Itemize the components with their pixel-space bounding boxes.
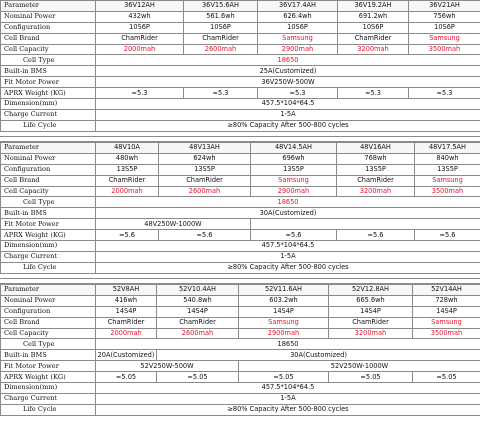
nominal-power-value: 691.2wh xyxy=(338,11,409,22)
nominal-power-value: 561.6wh xyxy=(184,11,258,22)
dimension-value: 457.5*104*64.5 xyxy=(96,241,480,252)
model-name: 48V14.5AH xyxy=(251,143,337,154)
label-cell-capacity: Cell Capacity xyxy=(1,186,96,197)
cell-brand-value: Samsung xyxy=(251,175,337,186)
label-cell-capacity: Cell Capacity xyxy=(1,328,96,339)
label-life-cycle: Life Cycle xyxy=(1,120,96,131)
label-charge-current: Charge Current xyxy=(1,251,96,262)
label-cell-brand: Cell Brand xyxy=(1,317,96,328)
cell-brand-value: Samsung xyxy=(413,317,480,328)
life-cycle-value: ≥80% Capacity After 500-800 cycles xyxy=(96,120,480,131)
row-dimension xyxy=(1,241,480,252)
label-cell-brand: Cell Brand xyxy=(1,175,96,186)
weight-value: ≈5.6 xyxy=(251,230,337,241)
label-cell-capacity: Cell Capacity xyxy=(1,44,96,55)
nominal-power-value: 626.4wh xyxy=(258,11,338,22)
row-bms xyxy=(1,208,480,219)
weight-value: ≈5.6 xyxy=(415,230,480,241)
weight-value: ≈5.6 xyxy=(159,230,251,241)
cell-brand-value: ChamRider xyxy=(338,33,409,44)
cell-capacity-value: 2900mah xyxy=(239,328,329,339)
bms-value: 25A(Customized) xyxy=(96,66,480,77)
cell-brand-value: ChamRider xyxy=(96,175,159,186)
nominal-power-value: 480wh xyxy=(96,153,159,164)
nominal-power-value: 840wh xyxy=(415,153,480,164)
nominal-power-value: 696wh xyxy=(251,153,337,164)
model-name: 52V8AH xyxy=(96,285,157,296)
motor-power-empty xyxy=(251,219,480,230)
dimension-value: 457.5*104*64.5 xyxy=(96,99,480,110)
row-cell-capacity xyxy=(1,186,480,197)
row-life-cycle xyxy=(1,262,480,273)
cell-capacity-value: 2900mah xyxy=(258,44,338,55)
row-configuration xyxy=(1,22,480,33)
configuration-value: 13S5P xyxy=(96,164,159,175)
row-nominal-power xyxy=(1,11,480,22)
label-dimension: Dimension(mm) xyxy=(1,383,96,394)
row-dimension xyxy=(1,383,480,394)
label-parameter: Parameter xyxy=(1,285,96,296)
row-charge-current xyxy=(1,109,480,120)
dimension-value: 457.5*104*64.5 xyxy=(96,383,480,394)
label-motor-power: Fit Motor Power xyxy=(1,219,96,230)
nominal-power-value: 768wh xyxy=(337,153,415,164)
configuration-value: 10S6P xyxy=(96,22,184,33)
row-bms xyxy=(1,66,480,77)
bms-value: 30A(Customized) xyxy=(157,350,480,361)
motor-power-value: 52V250W-500W xyxy=(96,361,239,372)
configuration-value: 14S4P xyxy=(157,306,239,317)
model-name: 52V11.6AH xyxy=(239,285,329,296)
row-configuration xyxy=(1,164,480,175)
model-name: 36V19.2AH xyxy=(338,1,409,12)
weight-value: ≈5.3 xyxy=(96,88,184,99)
label-nominal-power: Nominal Power xyxy=(1,11,96,22)
cell-brand-value: ChamRider xyxy=(329,317,413,328)
label-configuration: Configuration xyxy=(1,164,96,175)
row-motor-power xyxy=(1,77,480,88)
label-motor-power: Fit Motor Power xyxy=(1,77,96,88)
label-charge-current: Charge Current xyxy=(1,393,96,404)
row-parameter xyxy=(1,1,480,12)
model-name: 48V17.5AH xyxy=(415,143,480,154)
label-weight: APRX Weight (KG) xyxy=(1,88,96,99)
label-life-cycle: Life Cycle xyxy=(1,404,96,415)
configuration-value: 13S5P xyxy=(251,164,337,175)
weight-value: ≈5.3 xyxy=(409,88,480,99)
weight-value: ≈5.05 xyxy=(157,372,239,383)
cell-capacity-value: 2000mah xyxy=(96,44,184,55)
motor-power-value: 36V250W-500W xyxy=(96,77,480,88)
cell-capacity-value: 3500mah xyxy=(413,328,480,339)
configuration-value: 14S4P xyxy=(96,306,157,317)
row-cell-brand xyxy=(1,33,480,44)
nominal-power-value: 624wh xyxy=(159,153,251,164)
weight-value: ≈5.3 xyxy=(338,88,409,99)
label-bms: Built-in BMS xyxy=(1,208,96,219)
row-bms xyxy=(1,350,480,361)
row-motor-power xyxy=(1,219,480,230)
row-cell-brand xyxy=(1,317,480,328)
cell-type-value: 18650 xyxy=(96,339,480,350)
row-motor-power xyxy=(1,361,480,372)
weight-value: ≈5.05 xyxy=(413,372,480,383)
cell-brand-value: Samsung xyxy=(409,33,480,44)
row-dimension xyxy=(1,99,480,110)
cell-brand-value: ChamRider xyxy=(159,175,251,186)
row-weight xyxy=(1,88,480,99)
charge-current-value: 1-5A xyxy=(96,109,480,120)
label-parameter: Parameter xyxy=(1,1,96,12)
cell-brand-value: ChamRider xyxy=(337,175,415,186)
model-name: 52V12.8AH xyxy=(329,285,413,296)
nominal-power-value: 665.6wh xyxy=(329,295,413,306)
configuration-value: 10S6P xyxy=(338,22,409,33)
row-weight xyxy=(1,230,480,241)
cell-capacity-value: 2600mah xyxy=(184,44,258,55)
cell-capacity-value: 2600mah xyxy=(157,328,239,339)
bms-value: 20A(Customized) xyxy=(96,350,157,361)
nominal-power-value: 416wh xyxy=(96,295,157,306)
weight-value: ≈5.6 xyxy=(96,230,159,241)
spec-table-52v xyxy=(0,284,480,416)
model-name: 52V10.4AH xyxy=(157,285,239,296)
configuration-value: 14S4P xyxy=(239,306,329,317)
model-name: 48V16AH xyxy=(337,143,415,154)
configuration-value: 14S4P xyxy=(413,306,480,317)
weight-value: ≈5.3 xyxy=(184,88,258,99)
row-cell-type xyxy=(1,197,480,208)
cell-capacity-value: 2000mah xyxy=(96,186,159,197)
bms-value: 30A(Customized) xyxy=(96,208,480,219)
cell-capacity-value: 3200mah xyxy=(338,44,409,55)
label-bms: Built-in BMS xyxy=(1,350,96,361)
label-life-cycle: Life Cycle xyxy=(1,262,96,273)
weight-value: ≈5.05 xyxy=(96,372,157,383)
cell-type-value: 18650 xyxy=(96,55,480,66)
weight-value: ≈5.05 xyxy=(239,372,329,383)
model-name: 36V12AH xyxy=(96,1,184,12)
row-life-cycle xyxy=(1,404,480,415)
row-nominal-power xyxy=(1,295,480,306)
label-weight: APRX Weight (KG) xyxy=(1,230,96,241)
motor-power-value: 52V250W-1000W xyxy=(239,361,480,372)
row-charge-current xyxy=(1,251,480,262)
label-dimension: Dimension(mm) xyxy=(1,241,96,252)
row-charge-current xyxy=(1,393,480,404)
cell-brand-value: Samsung xyxy=(258,33,338,44)
model-name: 36V17.4AH xyxy=(258,1,338,12)
label-cell-brand: Cell Brand xyxy=(1,33,96,44)
label-cell-type: Cell Type xyxy=(1,339,96,350)
row-cell-capacity xyxy=(1,328,480,339)
nominal-power-value: 432wh xyxy=(96,11,184,22)
model-name: 36V21AH xyxy=(409,1,480,12)
row-life-cycle xyxy=(1,120,480,131)
label-configuration: Configuration xyxy=(1,306,96,317)
cell-brand-value: ChamRider xyxy=(184,33,258,44)
life-cycle-value: ≥80% Capacity After 500-800 cycles xyxy=(96,262,480,273)
label-motor-power: Fit Motor Power xyxy=(1,361,96,372)
model-name: 48V10A xyxy=(96,143,159,154)
label-nominal-power: Nominal Power xyxy=(1,295,96,306)
spec-table-36v xyxy=(0,0,480,132)
row-configuration xyxy=(1,306,480,317)
spec-table-48v xyxy=(0,142,480,274)
cell-capacity-value: 2000mah xyxy=(96,328,157,339)
row-nominal-power xyxy=(1,153,480,164)
weight-value: ≈5.05 xyxy=(329,372,413,383)
label-cell-type: Cell Type xyxy=(1,197,96,208)
cell-type-value: 18650 xyxy=(96,197,480,208)
cell-brand-value: ChamRider xyxy=(96,317,157,328)
row-cell-brand xyxy=(1,175,480,186)
model-name: 36V15.6AH xyxy=(184,1,258,12)
weight-value: ≈5.3 xyxy=(258,88,338,99)
row-parameter xyxy=(1,285,480,296)
weight-value: ≈5.6 xyxy=(337,230,415,241)
configuration-value: 10S6P xyxy=(184,22,258,33)
charge-current-value: 1-5A xyxy=(96,393,480,404)
nominal-power-value: 603.2wh xyxy=(239,295,329,306)
charge-current-value: 1-5A xyxy=(96,251,480,262)
model-name: 48V13AH xyxy=(159,143,251,154)
cell-capacity-value: 3200mah xyxy=(329,328,413,339)
cell-capacity-value: 2900mah xyxy=(251,186,337,197)
life-cycle-value: ≥80% Capacity After 500-800 cycles xyxy=(96,404,480,415)
cell-brand-value: ChamRider xyxy=(96,33,184,44)
cell-capacity-value: 3500mah xyxy=(409,44,480,55)
label-cell-type: Cell Type xyxy=(1,55,96,66)
label-nominal-power: Nominal Power xyxy=(1,153,96,164)
row-parameter xyxy=(1,143,480,154)
label-weight: APRX Weight (KG) xyxy=(1,372,96,383)
label-configuration: Configuration xyxy=(1,22,96,33)
row-cell-capacity xyxy=(1,44,480,55)
configuration-value: 10S6P xyxy=(409,22,480,33)
configuration-value: 13S5P xyxy=(159,164,251,175)
row-cell-type xyxy=(1,55,480,66)
model-name: 52V14AH xyxy=(413,285,480,296)
configuration-value: 14S4P xyxy=(329,306,413,317)
label-bms: Built-in BMS xyxy=(1,66,96,77)
cell-brand-value: Samsung xyxy=(239,317,329,328)
cell-brand-value: Samsung xyxy=(415,175,480,186)
nominal-power-value: 756wh xyxy=(409,11,480,22)
nominal-power-value: 540.8wh xyxy=(157,295,239,306)
nominal-power-value: 728wh xyxy=(413,295,480,306)
cell-capacity-value: 2600mah xyxy=(159,186,251,197)
label-dimension: Dimension(mm) xyxy=(1,99,96,110)
motor-power-value: 48V250W-1000W xyxy=(96,219,251,230)
row-cell-type xyxy=(1,339,480,350)
label-parameter: Parameter xyxy=(1,143,96,154)
cell-capacity-value: 3200mah xyxy=(337,186,415,197)
cell-capacity-value: 3500mah xyxy=(415,186,480,197)
configuration-value: 10S6P xyxy=(258,22,338,33)
label-charge-current: Charge Current xyxy=(1,109,96,120)
cell-brand-value: ChamRider xyxy=(157,317,239,328)
row-weight xyxy=(1,372,480,383)
configuration-value: 13S5P xyxy=(415,164,480,175)
configuration-value: 13S5P xyxy=(337,164,415,175)
